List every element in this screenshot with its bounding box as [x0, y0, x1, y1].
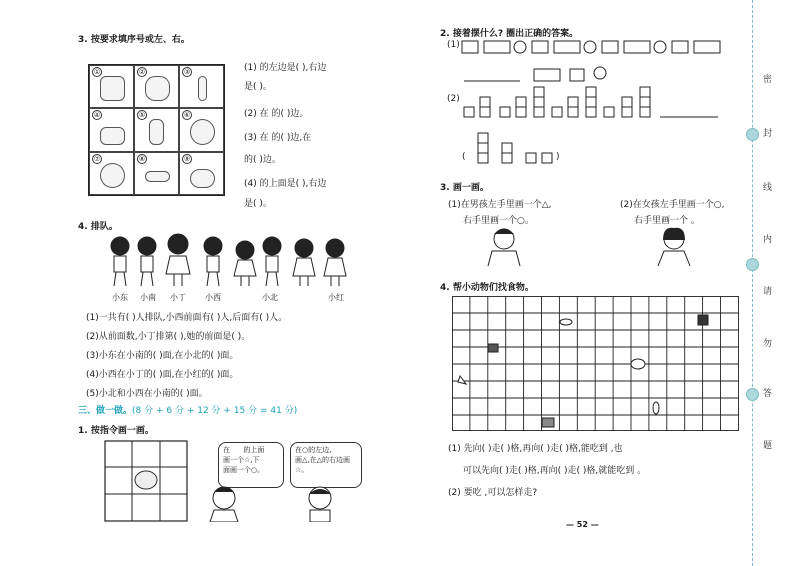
- name-xiaonan: 小南: [140, 293, 156, 302]
- dress-icon: [145, 76, 170, 101]
- doll-icon: [190, 119, 215, 144]
- cube-icon: [672, 41, 688, 53]
- dog-icon: [488, 344, 498, 352]
- margin-char: 线: [763, 183, 773, 193]
- airplane-icon: [145, 171, 170, 182]
- socks-icon: [149, 119, 164, 144]
- q4-food-title: 4. 帮小动物们找食物。: [440, 283, 534, 293]
- fish-icon: [631, 359, 645, 369]
- margin-char: 答: [763, 389, 773, 399]
- pants-icon: [198, 76, 207, 101]
- ball-icon: [584, 41, 596, 53]
- girl-icon: [206, 484, 246, 522]
- margin-dot: [746, 258, 759, 271]
- grid-cell-9: ⑨: [179, 152, 224, 195]
- cube-icon: [570, 69, 584, 81]
- margin-char: 密: [763, 75, 773, 85]
- margin-char: 题: [763, 441, 773, 451]
- q3-title: 3. 按要求填序号或左、右。: [78, 35, 190, 45]
- cuboid-icon: [534, 69, 560, 81]
- s1-title: 1. 按指令画一画。: [78, 426, 154, 436]
- margin-char: 内: [763, 235, 773, 245]
- name-xiaoxi: 小西: [205, 293, 221, 302]
- speech-bubble-1: 在 的上面 画一个☆,下 面画一个○。: [218, 442, 284, 488]
- food-map-grid: [452, 296, 740, 432]
- margin-char: 勿: [763, 339, 773, 349]
- bone-icon: [560, 319, 572, 325]
- children-queue-illustration: [100, 232, 360, 292]
- carrot-icon: [458, 376, 466, 384]
- speech-bubble-2: 在○的左边, 画△,在△的右边画☆。: [290, 442, 362, 488]
- child-icon: [111, 237, 129, 286]
- car-icon: [190, 169, 215, 188]
- watermelon-icon: [135, 471, 157, 489]
- q3-questions: (1) 的左边是( ),右边 是( )。 (2) 在 的( )边。 (3) 在 的( )边,在 的( )边。 (4) 的上面是( ),右边 是( )。: [244, 63, 327, 209]
- ball-icon: [654, 41, 666, 53]
- name-xiaodong: 小东: [112, 293, 128, 302]
- margin-char: 请: [763, 287, 773, 297]
- q3-draw-title: 3. 画一画。: [440, 183, 489, 193]
- grid-cell-3: ③: [179, 65, 224, 108]
- name-xiaoding: 小丁: [170, 293, 186, 302]
- q2-part1-label: (1): [447, 40, 460, 50]
- q3-line1a: (1)在男孩左手里画一个△,: [448, 200, 552, 210]
- cuboid-icon: [624, 41, 650, 53]
- q3-line2a: (2)在女孩左手里画一个○,: [620, 200, 725, 210]
- grid-cell-2: ②: [134, 65, 179, 108]
- margin-dot: [746, 128, 759, 141]
- drawing-grid: [104, 440, 188, 522]
- grid-cell-8: ⑧: [134, 152, 179, 195]
- child-icon: [263, 237, 281, 286]
- grid-cell-6: ⑥: [179, 108, 224, 151]
- margin-dot: [746, 388, 759, 401]
- answer-paren-open: (: [462, 152, 466, 162]
- child-icon: [234, 241, 256, 286]
- section-3-title: 三、做一做。(8 分 + 6 分 + 12 分 + 15 分 = 41 分): [78, 406, 298, 416]
- girl-drawing-icon: [652, 226, 696, 270]
- margin-char: 封: [763, 129, 773, 139]
- q4-line3: (2) 要吃 ,可以怎样走?: [448, 488, 538, 498]
- q4-line2: 可以先向( )走( )格,再向( )走( )格,就能吃到 。: [463, 466, 647, 476]
- robot-icon: [100, 163, 125, 188]
- grid-cell-4: ④: [89, 108, 134, 151]
- answer-paren-close: ): [556, 152, 560, 162]
- child-icon: [166, 234, 190, 286]
- child-icon: [293, 239, 315, 286]
- child-icon: [324, 239, 346, 286]
- bamboo-icon: [653, 402, 659, 414]
- seal-line: [752, 0, 753, 566]
- cube-icon: [602, 41, 618, 53]
- grid-cell-7: ⑦: [89, 152, 134, 195]
- grid-cell-5: ⑤: [134, 108, 179, 151]
- cuboid-icon: [554, 41, 580, 53]
- boy-drawing-icon: [482, 226, 526, 270]
- cuboid-icon: [484, 41, 510, 53]
- q4-line1: (1) 先向( )走( )格,再向( )走( )格,能吃到 ,也: [448, 444, 623, 454]
- rabbit-icon: [542, 418, 554, 427]
- child-icon: [138, 237, 156, 286]
- q2-part2-label: (2): [447, 94, 460, 104]
- picture-grid: [88, 64, 225, 196]
- q2-title: 2. 接着摆什么? 圈出正确的答案。: [440, 29, 579, 39]
- ball-icon: [594, 67, 606, 79]
- name-xiaobei: 小北: [262, 293, 278, 302]
- jacket-icon: [100, 76, 125, 101]
- q3-line1b: 右手里画一个○。: [463, 216, 534, 226]
- child-icon: [204, 237, 222, 286]
- name-xiaohong: 小红: [328, 293, 344, 302]
- ball-icon: [514, 41, 526, 53]
- q4-title: 4. 排队。: [78, 222, 118, 232]
- grid-cell-1: ①: [89, 65, 134, 108]
- cube-icon: [532, 41, 548, 53]
- panda-icon: [698, 315, 708, 325]
- cube-icon: [462, 41, 478, 53]
- shoes-icon: [100, 127, 125, 144]
- pattern-shapes: [450, 37, 725, 165]
- q4-questions: (1)一共有( )人排队,小西前面有( )人,后面有( )人。 (2)从前面数,小丁排第( ),她的前面是( )。 (3)小东在小南的( )面,在小北的( )面。 (4)小西在小丁的( )面,在小红的( )面。 (5)小北和小西在小南的( )面。: [86, 313, 288, 399]
- page-number: — 52 —: [566, 520, 599, 529]
- boy-icon: [300, 484, 340, 522]
- cuboid-icon: [694, 41, 720, 53]
- q3-line2b: 右手里画一个 。: [634, 216, 700, 226]
